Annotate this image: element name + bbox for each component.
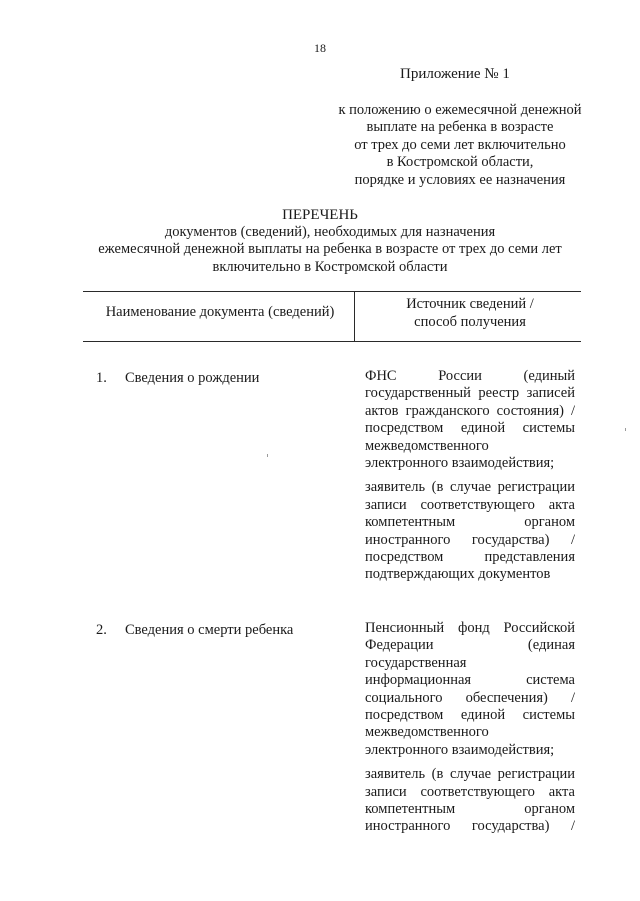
row-source-cell	[365, 368, 575, 584]
row-number: 2.	[96, 622, 107, 638]
source-line: иностранного государства) /	[365, 531, 575, 548]
column-header-source-line: Источник сведений /	[406, 296, 534, 312]
source-line: посредством представления	[365, 549, 575, 566]
source-line: компетентным органом	[365, 514, 575, 531]
appendix-subtitle	[300, 102, 620, 189]
scan-speck	[625, 428, 626, 431]
row-number: 1.	[96, 370, 107, 386]
column-header-document: Наименование документа (сведений)	[105, 304, 335, 320]
row-source-cell	[365, 620, 575, 836]
source-line: государственный реестр записей	[365, 385, 575, 402]
appendix-line: к положению о ежемесячной денежной	[338, 102, 582, 118]
source-paragraph	[365, 620, 575, 759]
source-line: государственная	[365, 654, 467, 671]
column-header-source	[360, 295, 580, 331]
source-line: межведомственного	[365, 437, 489, 454]
column-header-source-line: способ получения	[414, 314, 526, 330]
document-heading: ПЕРЕЧЕНЬ	[282, 207, 358, 223]
source-line: записи соответствующего акта	[365, 783, 575, 800]
appendix-title: Приложение № 1	[400, 66, 510, 82]
subtitle-line: документов (сведений), необходимых для назначения	[164, 224, 496, 240]
source-line: ФНС России (единый	[365, 368, 575, 384]
source-line: заявитель (в случае регистрации	[365, 766, 575, 783]
source-line: посредством единой системы	[365, 707, 575, 724]
source-paragraph	[365, 479, 575, 583]
appendix-line: выплате на ребенка в возрасте	[366, 119, 554, 136]
scan-speck	[267, 454, 268, 457]
table-column-divider	[354, 291, 355, 341]
page-number: 18	[314, 41, 326, 55]
source-line: заявитель (в случае регистрации	[365, 479, 575, 496]
source-line: электронного взаимодействия;	[365, 455, 555, 472]
source-line: записи соответствующего акта	[365, 496, 575, 513]
source-line: подтверждающих документов	[365, 566, 551, 583]
subtitle-line: включительно в Костромской области	[212, 258, 448, 275]
source-paragraph	[365, 368, 575, 472]
document-subtitle	[60, 224, 600, 276]
appendix-line: порядке и условиях ее назначения	[354, 171, 566, 188]
appendix-line: в Костромской области,	[386, 154, 534, 171]
row-document-name: Сведения о смерти ребенка	[125, 622, 294, 638]
source-line: Пенсионный фонд Российской	[365, 620, 575, 636]
table-top-rule	[83, 291, 581, 292]
source-line: межведомственного	[365, 724, 489, 741]
table-header-rule	[83, 341, 581, 342]
subtitle-line: ежемесячной денежной выплаты на ребенка в возрасте от трех до семи лет	[98, 241, 562, 258]
source-line: компетентным органом	[365, 801, 575, 818]
source-line: актов гражданского состояния) /	[365, 402, 575, 419]
source-line: Федерации (единая	[365, 637, 575, 654]
source-line: электронного взаимодействия;	[365, 741, 555, 758]
source-paragraph	[365, 766, 575, 836]
source-line: иностранного государства) /	[365, 818, 575, 835]
source-line: социального обеспечения) /	[365, 689, 575, 706]
source-line: информационная система	[365, 672, 575, 689]
source-line: посредством единой системы	[365, 420, 575, 437]
row-document-name: Сведения о рождении	[125, 370, 260, 386]
appendix-line: от трех до семи лет включительно	[354, 136, 566, 153]
